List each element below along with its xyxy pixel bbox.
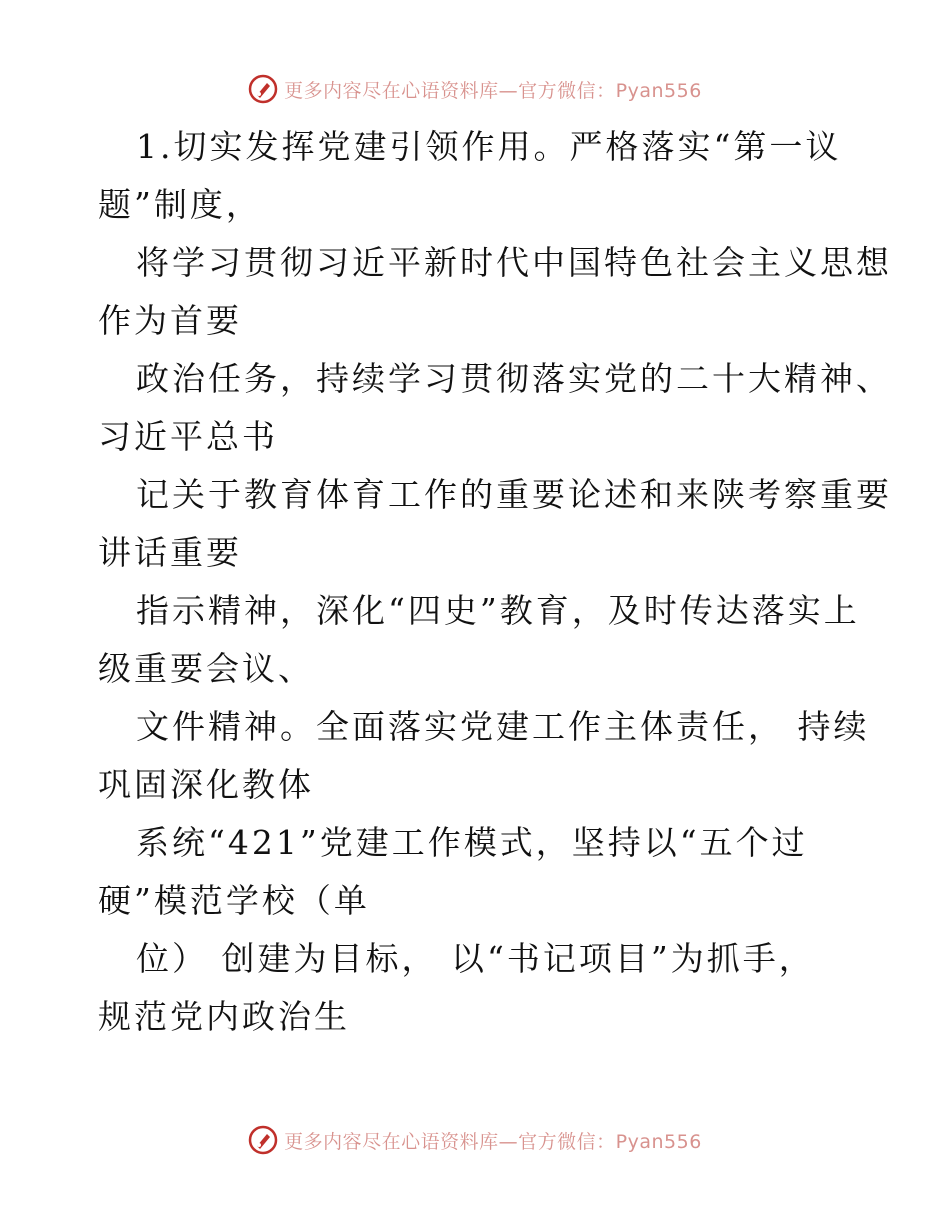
text-line: 巩固深化教体 — [98, 765, 314, 804]
text-line: 题”制度， — [98, 185, 262, 224]
text-line: 讲话重要 — [98, 533, 242, 572]
text-line: 将学习贯彻习近平新时代中国特色社会主义思想 — [136, 243, 892, 282]
text-line: 指示精神，深化“四史”教育，及时传达落实上 — [136, 591, 860, 630]
text-line: 规范党内政治生 — [98, 997, 350, 1036]
text-line: 习近平总书 — [98, 417, 278, 456]
text-line: 文件精神。全面落实党建工作主体责任， 持续 — [136, 707, 870, 746]
text-line: 作为首要 — [98, 301, 242, 340]
header-watermark — [0, 72, 950, 106]
text-line: 硬”模范学校（单 — [98, 881, 370, 920]
text-line: 政治任务，持续学习贯彻落实党的二十大精神、 — [136, 359, 892, 398]
pen-nib-logo-icon — [248, 1125, 278, 1155]
pen-nib-logo-icon — [248, 74, 278, 104]
text-line: 级重要会议、 — [98, 649, 314, 688]
text-line: 记关于教育体育工作的重要论述和来陕考察重要 — [136, 475, 892, 514]
text-line: 系统“421”党建工作模式，坚持以“五个过 — [136, 823, 808, 862]
text-line: 位） 创建为目标， 以“书记项目”为抓手， — [136, 939, 815, 978]
document-body — [98, 118, 892, 1046]
watermark-text: 更多内容尽在心语资料库—官方微信：Pyan556 — [284, 1130, 702, 1153]
footer-watermark — [0, 1123, 950, 1157]
text-line: 1.切实发挥党建引领作用。严格落实“第一议 — [136, 127, 842, 166]
watermark-text: 更多内容尽在心语资料库—官方微信：Pyan556 — [284, 79, 702, 102]
